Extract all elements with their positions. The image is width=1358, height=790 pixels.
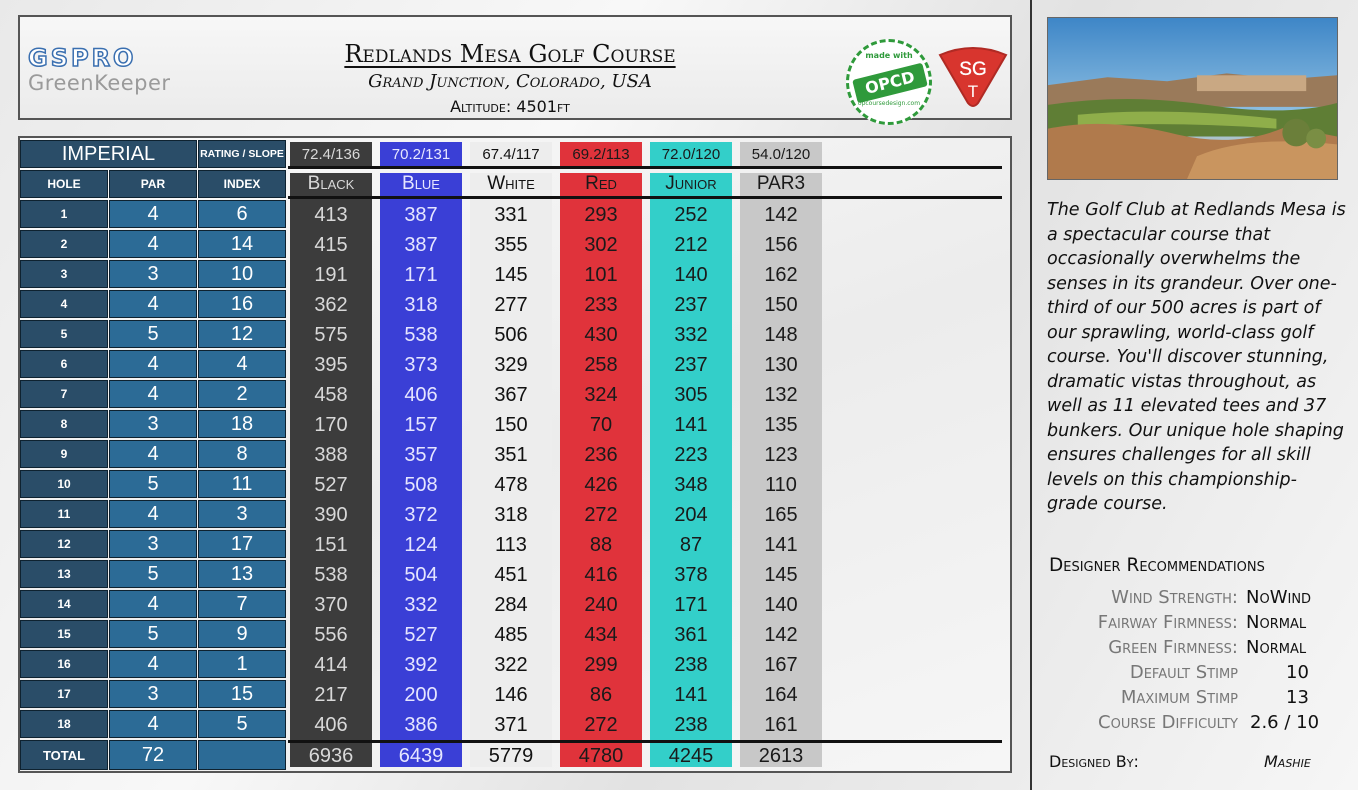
yardage-blue: 538 (404, 323, 438, 346)
yardage-black: 390 (314, 503, 348, 526)
yardage-blue: 332 (404, 593, 438, 616)
yardage-junior: 204 (674, 503, 708, 526)
yardage-junior: 305 (674, 383, 708, 406)
total-yardage-junior: 4245 (668, 744, 714, 767)
total-yardage-blue: 6439 (398, 744, 444, 767)
total-index-blank (198, 740, 286, 770)
index-value: 13 (198, 560, 286, 588)
yardage-blue: 318 (404, 293, 438, 316)
yardage-junior: 223 (674, 443, 708, 466)
yardage-par3: 142 (764, 623, 798, 646)
recommendation-row (1040, 612, 1350, 637)
yardage-blue: 157 (404, 413, 438, 436)
total-yardage-par3: 2613 (758, 744, 804, 767)
yardage-black: 151 (314, 533, 348, 556)
hole-number: 16 (20, 650, 108, 678)
tee-name-junior: Junior (665, 173, 717, 194)
recommendation-value: 10 (1286, 662, 1309, 683)
yardage-red: 86 (589, 683, 613, 706)
yardage-black: 415 (314, 233, 348, 256)
hole-number: 15 (20, 620, 108, 648)
yardage-junior: 378 (674, 563, 708, 586)
yardage-black: 575 (314, 323, 348, 346)
hole-number: 17 (20, 680, 108, 708)
yardage-white: 485 (494, 623, 528, 646)
yardage-par3: 130 (764, 353, 798, 376)
yardage-par3: 156 (764, 233, 798, 256)
yardage-junior: 141 (674, 683, 708, 706)
yardage-junior: 212 (674, 233, 708, 256)
yardage-black: 406 (314, 713, 348, 736)
panel-divider (1030, 0, 1032, 790)
index-value: 14 (198, 230, 286, 258)
yardage-junior: 252 (674, 203, 708, 226)
yardage-junior: 171 (674, 593, 708, 616)
yardage-blue: 387 (404, 203, 438, 226)
tee-name-black: Black (307, 173, 355, 194)
sgt-logo (934, 45, 1012, 107)
index-value: 9 (198, 620, 286, 648)
yardage-red: 430 (584, 323, 618, 346)
yardage-black: 527 (314, 473, 348, 496)
yardage-red: 240 (584, 593, 618, 616)
index-value: 7 (198, 590, 286, 618)
yardage-blue: 171 (404, 263, 438, 286)
par-column-header: PAR (109, 170, 197, 198)
rating-slope-par3: 54.0/120 (740, 142, 822, 166)
recommendation-label: Course Difficulty (1098, 712, 1238, 733)
yardage-par3: 132 (764, 383, 798, 406)
hole-number: 9 (20, 440, 108, 468)
recommendation-label: Default Stimp (1129, 662, 1238, 683)
yardage-blue: 357 (404, 443, 438, 466)
hole-number: 5 (20, 320, 108, 348)
par-value: 5 (109, 470, 197, 498)
recommendation-value: NoWind (1246, 587, 1312, 608)
hole-number: 18 (20, 710, 108, 738)
yardage-junior: 238 (674, 713, 708, 736)
yardage-red: 236 (584, 443, 618, 466)
hole-number: 11 (20, 500, 108, 528)
yardage-par3: 135 (764, 413, 798, 436)
course-description: The Golf Club at Redlands Mesa is a spectacular course that occasionally overwhelms the senses in its grandeur. Over one-third of our 500 acres is part of our sprawling, world-class golf course. You'll discover stunning, dramatic vistas throughout, as well as 11 elevated tees and 37 bunkers. Our unique hole shaping ensures challenges for all skill levels on this championship-grade course. (1047, 200, 1346, 514)
index-value: 1 (198, 650, 286, 678)
yardage-par3: 148 (764, 323, 798, 346)
yardage-red: 88 (589, 533, 613, 556)
hole-number: 7 (20, 380, 108, 408)
recommendation-value: 13 (1286, 687, 1309, 708)
yardage-white: 478 (494, 473, 528, 496)
yardage-black: 362 (314, 293, 348, 316)
index-value: 3 (198, 500, 286, 528)
yardage-junior: 237 (674, 293, 708, 316)
yardage-red: 293 (584, 203, 618, 226)
total-label: TOTAL (20, 740, 108, 770)
index-value: 16 (198, 290, 286, 318)
rating-slope-red: 69.2/113 (560, 142, 642, 166)
yardage-par3: 140 (764, 593, 798, 616)
svg-text:SG: SG (959, 59, 987, 80)
hole-number: 4 (20, 290, 108, 318)
scorecard-header (18, 15, 1012, 120)
par-value: 4 (109, 200, 197, 228)
yardage-junior: 238 (674, 653, 708, 676)
total-yardage-black: 6936 (308, 744, 354, 767)
yardage-black: 413 (314, 203, 348, 226)
yardage-blue: 504 (404, 563, 438, 586)
yardage-white: 145 (494, 263, 528, 286)
yardage-black: 217 (314, 683, 348, 706)
yardage-red: 302 (584, 233, 618, 256)
opcd-ribbon: OPCD (852, 63, 928, 104)
logo-brand: GSPRO (28, 44, 137, 72)
designer-name: Mashie (1264, 752, 1311, 771)
yardage-blue: 527 (404, 623, 438, 646)
rating-slope-white: 67.4/117 (470, 142, 552, 166)
par-value: 3 (109, 260, 197, 288)
yardage-white: 322 (494, 653, 528, 676)
hole-number: 3 (20, 260, 108, 288)
recommendation-row (1040, 662, 1350, 687)
yardage-black: 538 (314, 563, 348, 586)
yardage-red: 101 (584, 263, 618, 286)
tee-name-white: White (487, 173, 535, 194)
yardage-white: 146 (494, 683, 528, 706)
recommendation-row (1040, 712, 1350, 737)
recommendation-label: Wind Strength: (1111, 587, 1238, 608)
par-value: 4 (109, 350, 197, 378)
yardage-red: 299 (584, 653, 618, 676)
par-value: 5 (109, 620, 197, 648)
recommendation-label: Green Firmness: (1108, 637, 1238, 658)
hole-number: 8 (20, 410, 108, 438)
yardage-par3: 141 (764, 533, 798, 556)
yardage-par3: 164 (764, 683, 798, 706)
yardage-red: 272 (584, 503, 618, 526)
yardage-black: 388 (314, 443, 348, 466)
index-value: 11 (198, 470, 286, 498)
par-value: 4 (109, 290, 197, 318)
yardage-white: 329 (494, 353, 528, 376)
rule-above-total (288, 740, 1002, 743)
yardage-white: 284 (494, 593, 528, 616)
recommendation-row (1040, 687, 1350, 712)
yardage-blue: 386 (404, 713, 438, 736)
index-value: 4 (198, 350, 286, 378)
rating-slope-black: 72.4/136 (290, 142, 372, 166)
yardage-white: 277 (494, 293, 528, 316)
yardage-junior: 361 (674, 623, 708, 646)
hole-number: 2 (20, 230, 108, 258)
par-value: 4 (109, 440, 197, 468)
yardage-red: 258 (584, 353, 618, 376)
recommendations-title: Designer Recommendations (1049, 555, 1265, 576)
yardage-white: 331 (494, 203, 528, 226)
recommendation-label: Maximum Stimp (1120, 687, 1238, 708)
yardage-blue: 508 (404, 473, 438, 496)
yardage-junior: 332 (674, 323, 708, 346)
rating-slope-header: RATING / SLOPE (198, 140, 286, 168)
rating-slope-junior: 72.0/120 (650, 142, 732, 166)
hole-column-header: HOLE (20, 170, 108, 198)
par-value: 3 (109, 530, 197, 558)
hole-number: 1 (20, 200, 108, 228)
yardage-par3: 145 (764, 563, 798, 586)
par-value: 5 (109, 560, 197, 588)
yardage-white: 150 (494, 413, 528, 436)
yardage-white: 371 (494, 713, 528, 736)
yardage-blue: 372 (404, 503, 438, 526)
index-column-header: INDEX (198, 170, 286, 198)
imperial-header: IMPERIAL (20, 140, 197, 168)
yardage-blue: 392 (404, 653, 438, 676)
yardage-white: 367 (494, 383, 528, 406)
opcd-bottom-text: opcoursedesign.com (857, 100, 921, 107)
yardage-red: 233 (584, 293, 618, 316)
index-value: 2 (198, 380, 286, 408)
yardage-blue: 124 (404, 533, 438, 556)
yardage-blue: 406 (404, 383, 438, 406)
opcd-top-text: made with (865, 51, 913, 60)
yardage-white: 506 (494, 323, 528, 346)
yardage-black: 395 (314, 353, 348, 376)
yardage-white: 113 (495, 533, 527, 556)
tee-name-red: Red (585, 173, 617, 194)
yardage-red: 416 (584, 563, 618, 586)
index-value: 5 (198, 710, 286, 738)
yardage-red: 434 (584, 623, 618, 646)
yardage-blue: 200 (404, 683, 438, 706)
yardage-par3: 123 (764, 443, 798, 466)
total-yardage-red: 4780 (578, 744, 624, 767)
total-yardage-white: 5779 (488, 744, 534, 767)
yardage-red: 426 (584, 473, 618, 496)
opcd-badge (846, 39, 932, 125)
logo-subtitle: GreenKeeper (28, 71, 171, 95)
yardage-junior: 348 (674, 473, 708, 496)
par-value: 4 (109, 230, 197, 258)
yardage-par3: 142 (764, 203, 798, 226)
yardage-white: 355 (494, 233, 528, 256)
hole-number: 14 (20, 590, 108, 618)
svg-text:T: T (967, 82, 979, 101)
gspro-logo (28, 45, 171, 95)
recommendation-label: Fairway Firmness: (1097, 612, 1238, 633)
tee-name-blue: Blue (402, 173, 440, 194)
rule-under-names (288, 196, 1002, 199)
designed-by-label: Designed By: (1049, 752, 1139, 771)
yardage-blue: 373 (404, 353, 438, 376)
par-value: 4 (109, 500, 197, 528)
hole-number: 12 (20, 530, 108, 558)
rating-slope-blue: 70.2/131 (380, 142, 462, 166)
yardage-black: 458 (314, 383, 348, 406)
yardage-red: 70 (589, 413, 613, 436)
yardage-black: 370 (314, 593, 348, 616)
course-photo (1047, 17, 1338, 180)
hole-number: 10 (20, 470, 108, 498)
yardage-blue: 387 (404, 233, 438, 256)
index-value: 10 (198, 260, 286, 288)
total-par: 72 (109, 740, 197, 770)
rule-top (288, 166, 1002, 169)
course-altitude: Altitude: 4501ft (450, 97, 570, 116)
index-value: 8 (198, 440, 286, 468)
index-value: 18 (198, 410, 286, 438)
yardage-black: 556 (314, 623, 348, 646)
index-value: 15 (198, 680, 286, 708)
yardage-par3: 161 (764, 713, 798, 736)
yardage-par3: 150 (764, 293, 798, 316)
par-value: 4 (109, 710, 197, 738)
title-block (260, 39, 760, 119)
course-name: Redlands Mesa Golf Course (344, 40, 676, 68)
yardage-par3: 165 (764, 503, 798, 526)
yardage-black: 414 (314, 653, 348, 676)
yardage-par3: 162 (764, 263, 798, 286)
recommendation-row (1040, 637, 1350, 662)
yardage-black: 191 (314, 263, 348, 286)
par-value: 3 (109, 680, 197, 708)
tee-name-par3: PAR3 (756, 173, 806, 194)
par-value: 4 (109, 650, 197, 678)
recommendation-value: Normal (1246, 637, 1307, 658)
yardage-white: 351 (494, 443, 528, 466)
yardage-junior: 140 (674, 263, 708, 286)
hole-number: 13 (20, 560, 108, 588)
yardage-par3: 110 (765, 473, 797, 496)
yardage-red: 272 (584, 713, 618, 736)
yardage-white: 318 (494, 503, 528, 526)
index-value: 6 (198, 200, 286, 228)
par-value: 4 (109, 380, 197, 408)
yardage-red: 324 (584, 383, 618, 406)
yardage-junior: 237 (674, 353, 708, 376)
yardage-junior: 141 (674, 413, 708, 436)
hole-number: 6 (20, 350, 108, 378)
index-value: 17 (198, 530, 286, 558)
course-location: Grand Junction, Colorado, USA (368, 71, 652, 92)
par-value: 5 (109, 320, 197, 348)
yardage-par3: 167 (764, 653, 798, 676)
yardage-white: 451 (494, 563, 528, 586)
index-value: 12 (198, 320, 286, 348)
recommendation-value: Normal (1246, 612, 1307, 633)
yardage-black: 170 (314, 413, 348, 436)
recommendation-value: 2.6 / 10 (1250, 712, 1320, 733)
par-value: 3 (109, 410, 197, 438)
recommendation-row (1040, 587, 1350, 612)
yardage-junior: 87 (679, 533, 703, 556)
par-value: 4 (109, 590, 197, 618)
